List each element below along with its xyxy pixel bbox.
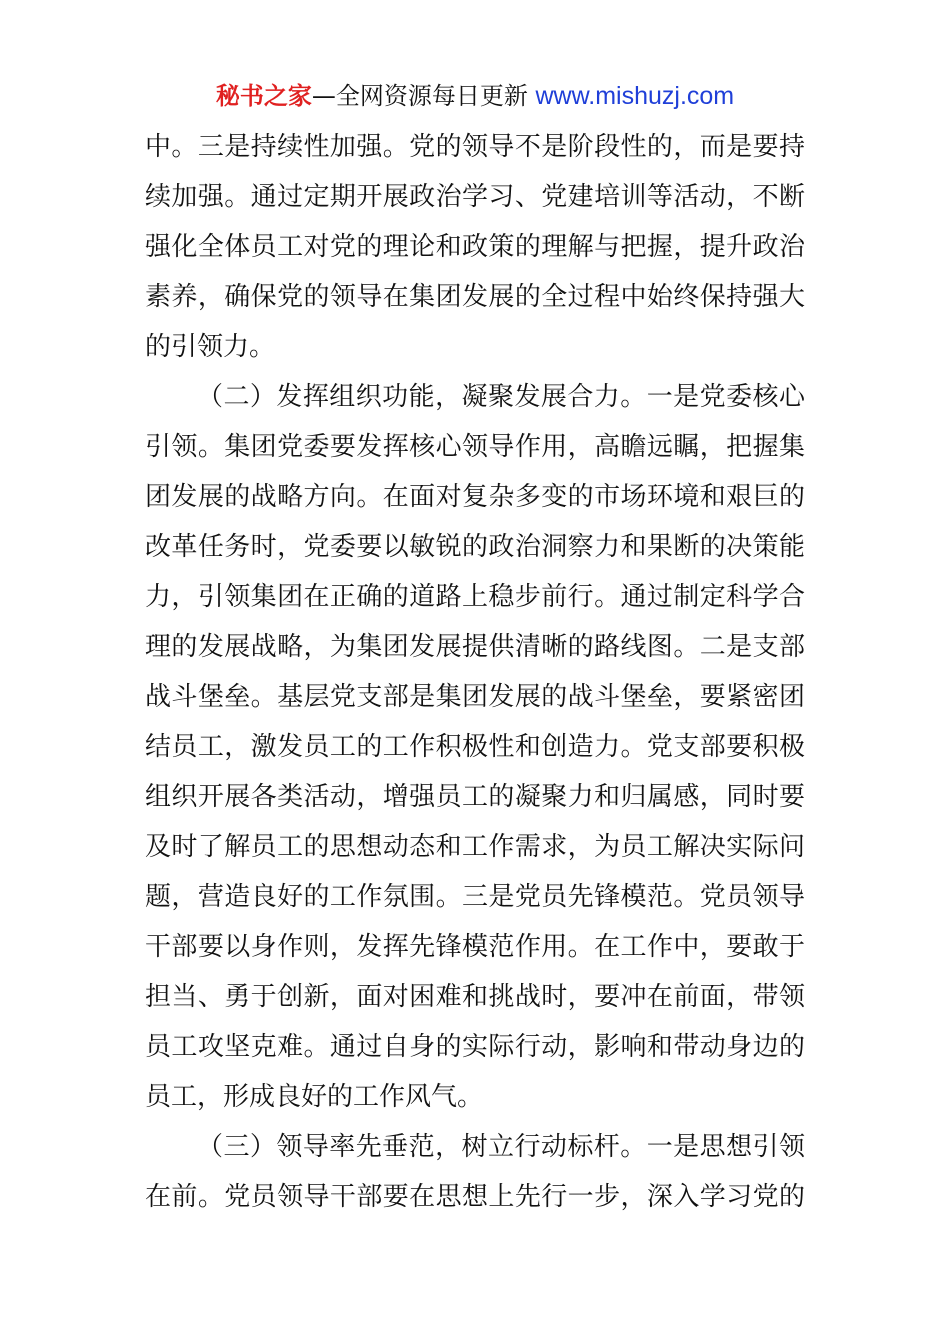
text-line: 在前。党员领导干部要在思想上先行一步，深入学习党的	[145, 1182, 805, 1212]
text-line: （三）领导率先垂范，树立行动标杆。一是思想引领	[197, 1132, 805, 1162]
text-line: 素养，确保党的领导在集团发展的全过程中始终保持强大	[145, 282, 805, 312]
text-line: 及时了解员工的思想动态和工作需求，为员工解决实际问	[145, 832, 805, 862]
text-line: 担当、勇于创新，面对困难和挑战时，要冲在前面，带领	[145, 982, 805, 1012]
text-line: 力，引领集团在正确的道路上稳步前行。通过制定科学合	[145, 582, 805, 612]
text-line: 团发展的战略方向。在面对复杂多变的市场环境和艰巨的	[145, 482, 805, 512]
site-url: www.mishuzj.com	[535, 82, 735, 110]
text-line: 改革任务时，党委要以敏锐的政治洞察力和果断的决策能	[145, 532, 805, 562]
text-line: 员工攻坚克难。通过自身的实际行动，影响和带动身边的	[145, 1032, 805, 1062]
text-line: 员工，形成良好的工作风气。	[145, 1082, 484, 1112]
text-line: 组织开展各类活动，增强员工的凝聚力和归属感，同时要	[145, 782, 805, 812]
text-line: 中。三是持续性加强。党的领导不是阶段性的，而是要持	[145, 132, 805, 162]
site-header	[0, 80, 950, 112]
text-line: 续加强。通过定期开展政治学习、党建培训等活动，不断	[145, 182, 805, 212]
header-tagline: —全网资源每日更新	[311, 82, 528, 110]
text-line: 题，营造良好的工作氛围。三是党员先锋模范。党员领导	[145, 882, 805, 912]
text-line: 的引领力。	[145, 332, 276, 362]
text-line: 战斗堡垒。基层党支部是集团发展的战斗堡垒，要紧密团	[145, 682, 805, 712]
text-line: 干部要以身作则，发挥先锋模范作用。在工作中，要敢于	[145, 932, 805, 962]
text-line: 引领。集团党委要发挥核心领导作用，高瞻远瞩，把握集	[145, 432, 805, 462]
text-line: 结员工，激发员工的工作积极性和创造力。党支部要积极	[145, 732, 805, 762]
text-line: 理的发展战略，为集团发展提供清晰的路线图。二是支部	[145, 632, 805, 662]
brand-name: 秘书之家	[215, 82, 312, 110]
text-line: （二）发挥组织功能，凝聚发展合力。一是党委核心	[197, 382, 805, 412]
text-line: 强化全体员工对党的理论和政策的理解与把握，提升政治	[145, 232, 805, 262]
document-body	[145, 122, 805, 1222]
